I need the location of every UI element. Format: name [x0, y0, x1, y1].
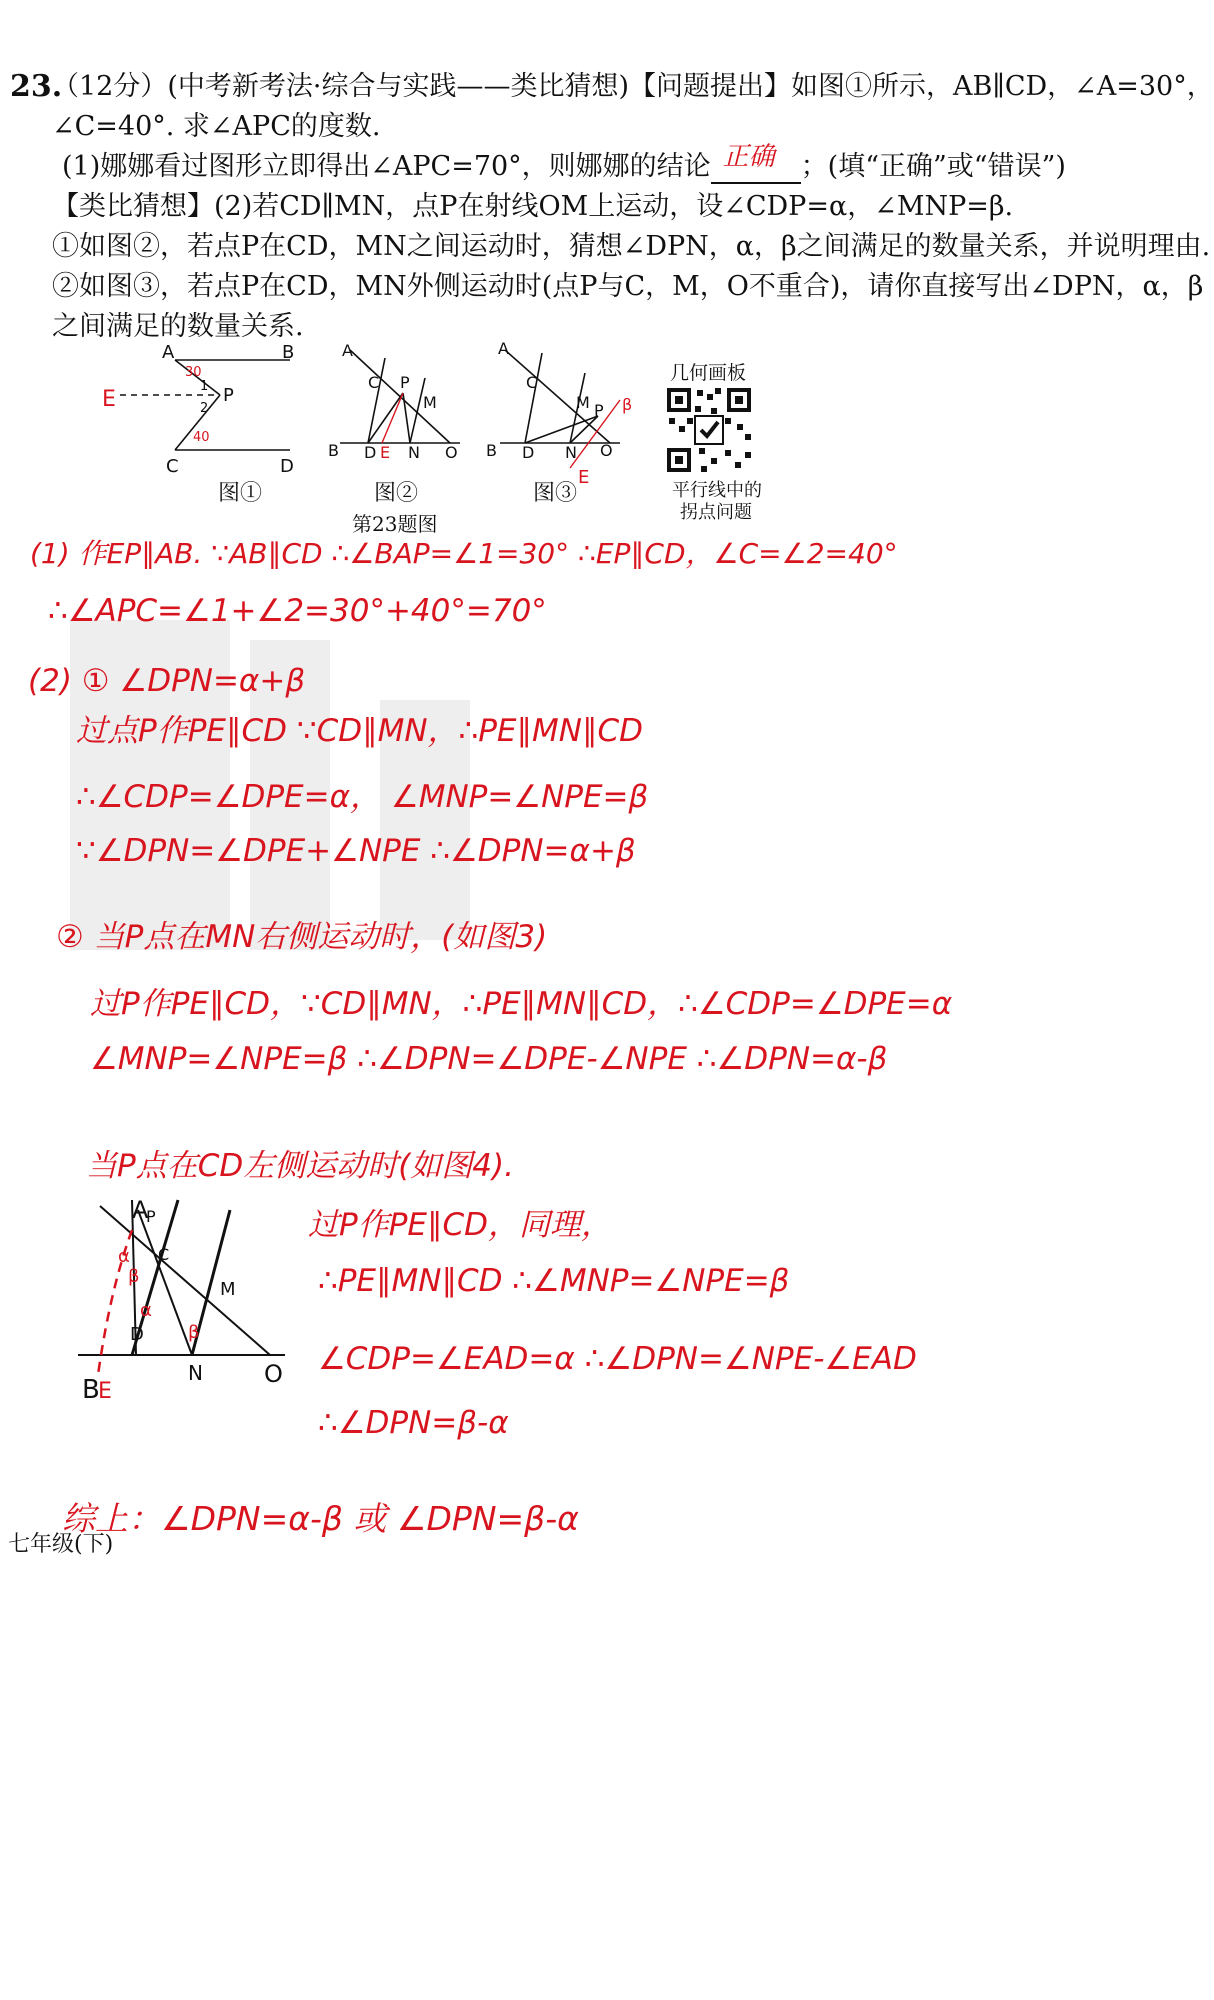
- solution-line-1: (1) 作EP∥AB. ∵AB∥CD ∴∠BAP=∠1=30° ∴EP∥CD，∠C=∠2=40°: [30, 537, 898, 570]
- fig2-label-c: C: [368, 373, 380, 392]
- fig4-label-n: N: [188, 1361, 203, 1385]
- solution-line-9: ∠MNP=∠NPE=β ∴∠DPN=∠DPE-∠NPE ∴∠DPN=α-β: [90, 1041, 888, 1077]
- solution-line-14: ∴∠DPN=β-α: [318, 1405, 509, 1441]
- problem-line-7: 之间满足的数量关系.: [52, 311, 304, 342]
- figure-1-caption: 图①: [218, 481, 263, 506]
- fig2-label-n: N: [408, 443, 420, 462]
- solution-line-5: ∴∠CDP=∠DPE=α， ∠MNP=∠NPE=β: [76, 779, 649, 815]
- qr-code-icon[interactable]: [665, 386, 753, 474]
- fig3-label-o: O: [600, 441, 613, 460]
- solution-line-11: 过P作PE∥CD，同理，: [308, 1207, 612, 1243]
- fig1-angle-40: 40: [193, 430, 210, 445]
- figure-2-caption: 图②: [374, 481, 419, 506]
- qr-caption-line-1: 平行线中的: [672, 480, 762, 501]
- fig3-label-c: C: [526, 373, 538, 392]
- fig1-label-p: P: [223, 385, 234, 406]
- figure-2: [320, 338, 480, 468]
- fig3-label-m: M: [576, 393, 590, 412]
- problem-line-4: 【类比猜想】(2)若CD∥MN，点P在射线OM上运动，设∠CDP=α，∠MNP=β.: [52, 191, 1014, 222]
- problem-line-2: ∠C=40°. 求∠APC的度数.: [52, 111, 381, 142]
- answer-blank: [711, 142, 801, 184]
- fig4-label-p: P: [146, 1207, 156, 1226]
- figure-3: [480, 338, 650, 488]
- fig1-label-c: C: [166, 456, 179, 477]
- qr-title: 几何画板: [670, 362, 747, 384]
- solution-line-10: 当P点在CD左侧运动时(如图4).: [86, 1148, 514, 1184]
- fig3-label-p: P: [594, 401, 604, 420]
- solution-line-2: ∴∠APC=∠1+∠2=30°+40°=70°: [48, 593, 547, 629]
- fig4-label-e: E: [98, 1379, 112, 1404]
- qr-caption-line-2: 拐点问题: [680, 502, 752, 523]
- fig4-label-m: M: [220, 1279, 236, 1300]
- solution-line-3: (2) ① ∠DPN=α+β: [28, 663, 306, 699]
- fig3-label-e: E: [578, 467, 590, 488]
- fig1-angle-1: 1: [200, 379, 209, 394]
- problem-line-3: [62, 142, 1066, 184]
- fig3-label-n: N: [565, 443, 577, 462]
- solution-line-6: ∵∠DPN=∠DPE+∠NPE ∴∠DPN=α+β: [76, 833, 636, 869]
- fig3-label-a: A: [498, 339, 509, 358]
- fig4-label-a: A: [132, 1196, 149, 1224]
- fig2-label-m: M: [423, 393, 437, 412]
- question-1-hint: ；(填“正确”或“错误”): [800, 151, 1066, 182]
- fig3-label-b: B: [486, 441, 497, 460]
- fig4-label-b: B: [82, 1375, 100, 1405]
- fig2-label-b: B: [328, 441, 339, 460]
- problem-line-6: ②如图③，若点P在CD，MN外侧运动时(点P与C，M，O不重合)，请你直接写出∠DPN，α，β: [52, 271, 1204, 302]
- page-footer: 七年级(下): [8, 1532, 114, 1557]
- solution-line-4: 过点P作PE∥CD ∵CD∥MN，∴PE∥MN∥CD: [76, 713, 643, 749]
- solution-line-7: ② 当P点在MN右侧运动时，(如图3): [56, 919, 548, 955]
- fill-answer: 正确: [722, 142, 775, 172]
- fig2-label-a: A: [342, 341, 353, 360]
- fig2-label-e: E: [380, 443, 391, 462]
- fig1-angle-2: 2: [200, 401, 209, 416]
- fig2-label-o: O: [445, 443, 458, 462]
- fig4-angle-beta-1: β: [128, 1266, 140, 1287]
- problem-line-5: ①如图②，若点P在CD，MN之间运动时，猜想∠DPN，α，β之间满足的数量关系，并说明理由.: [52, 231, 1211, 262]
- question-1-text: (1)娜娜看过图形立即得出∠APC=70°，则娜娜的结论: [62, 151, 711, 182]
- fig1-angle-30: 30: [185, 365, 202, 380]
- fig4-angle-alpha-1: α: [118, 1246, 130, 1267]
- fig4-angle-beta-2: β: [188, 1322, 200, 1343]
- fig4-angle-alpha-2: α: [140, 1300, 152, 1321]
- fig4-label-d: D: [130, 1324, 144, 1345]
- figure-3-caption: 图③: [533, 481, 578, 506]
- fig1-label-d: D: [280, 456, 294, 477]
- fig4-label-c: C: [158, 1245, 170, 1264]
- problem-number: 23.: [10, 69, 63, 104]
- solution-line-8: 过P作PE∥CD，∵CD∥MN，∴PE∥MN∥CD，∴∠CDP=∠DPE=α: [90, 986, 953, 1022]
- solution-line-12: ∴PE∥MN∥CD ∴∠MNP=∠NPE=β: [318, 1263, 790, 1299]
- solution-conclusion: 综上：∠DPN=α-β 或 ∠DPN=β-α: [62, 1499, 579, 1538]
- fig1-label-e: E: [102, 387, 116, 412]
- fig4-label-o: O: [264, 1360, 283, 1388]
- figure-1: [100, 340, 330, 480]
- fig2-label-d: D: [364, 443, 377, 462]
- fig3-label-beta: β: [622, 395, 633, 414]
- fig2-label-p: P: [400, 373, 410, 392]
- figure-4: [70, 1190, 290, 1430]
- problem-line-1: （12分）(中考新考法·综合与实践——类比猜想)【问题提出】如图①所示，AB∥CD，∠A=30°，: [52, 71, 1214, 102]
- fig3-label-d: D: [522, 443, 535, 462]
- fig1-label-b: B: [282, 342, 295, 363]
- fig1-label-a: A: [162, 342, 175, 363]
- solution-line-13: ∠CDP=∠EAD=α ∴∠DPN=∠NPE-∠EAD: [318, 1341, 917, 1377]
- figures-title: 第23题图: [352, 512, 438, 536]
